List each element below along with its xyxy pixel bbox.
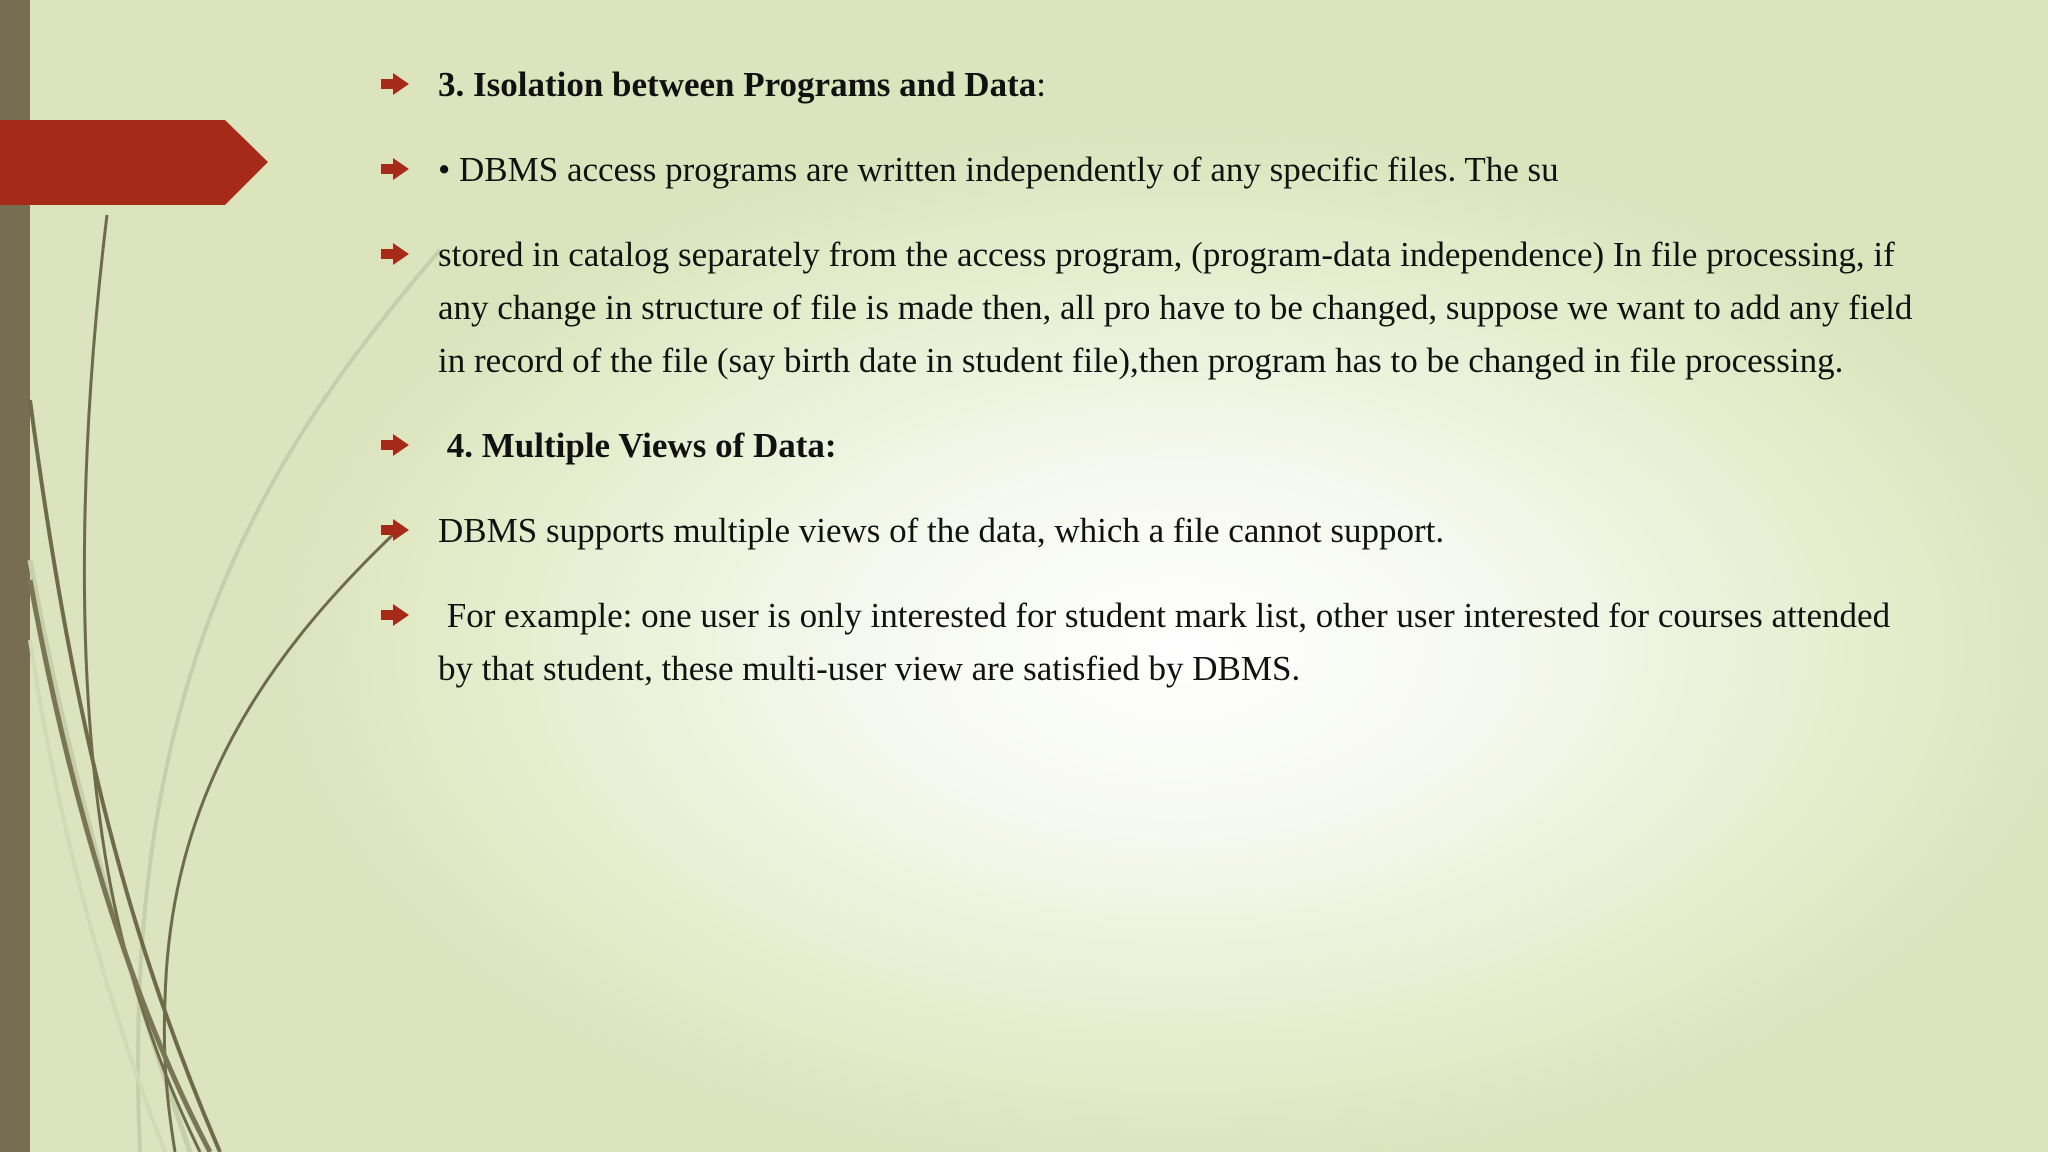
arrow-bullet-icon xyxy=(380,603,410,627)
arrow-bullet-icon xyxy=(380,433,410,457)
title-arrow-tab xyxy=(0,120,268,205)
bullet-text: : xyxy=(1036,65,1046,104)
dark-curve-1 xyxy=(84,215,200,1152)
bullet-item xyxy=(380,143,1920,196)
arrow-bullet-icon xyxy=(380,518,410,542)
arrow-bullet-icon xyxy=(380,242,410,266)
bullet-item xyxy=(380,504,1920,557)
bullet-list xyxy=(380,58,1920,727)
arrow-bullet-icon xyxy=(380,157,410,181)
bullet-item xyxy=(380,228,1920,387)
bullet-text: For example: one user is only interested for student mark list, other user interested for courses attended by that student, these multi-user view are satisfied by DBMS. xyxy=(438,596,1899,688)
bullet-item xyxy=(380,419,1920,472)
bullet-text: DBMS supports multiple views of the data, which a file cannot support. xyxy=(438,511,1445,550)
dark-curve-3 xyxy=(164,528,400,1152)
arrow-bullet-icon xyxy=(380,72,410,96)
bullet-item xyxy=(380,58,1920,111)
bullet-bold-text: 4. Multiple Views of Data: xyxy=(438,426,837,465)
bullet-bold-text: 3. Isolation between Programs and Data xyxy=(438,65,1037,104)
bullet-item xyxy=(380,589,1920,695)
bullet-text: • DBMS access programs are written independently of any specific files. The su xyxy=(438,150,1559,189)
bullet-text: stored in catalog separately from the access program, (program-data independence) In file processing, if any change in structure of file is made then, all pro have to be changed, suppose we want to add any field in record of the file (say birth date in student file),then program has to be changed in file processing. xyxy=(438,235,1913,380)
